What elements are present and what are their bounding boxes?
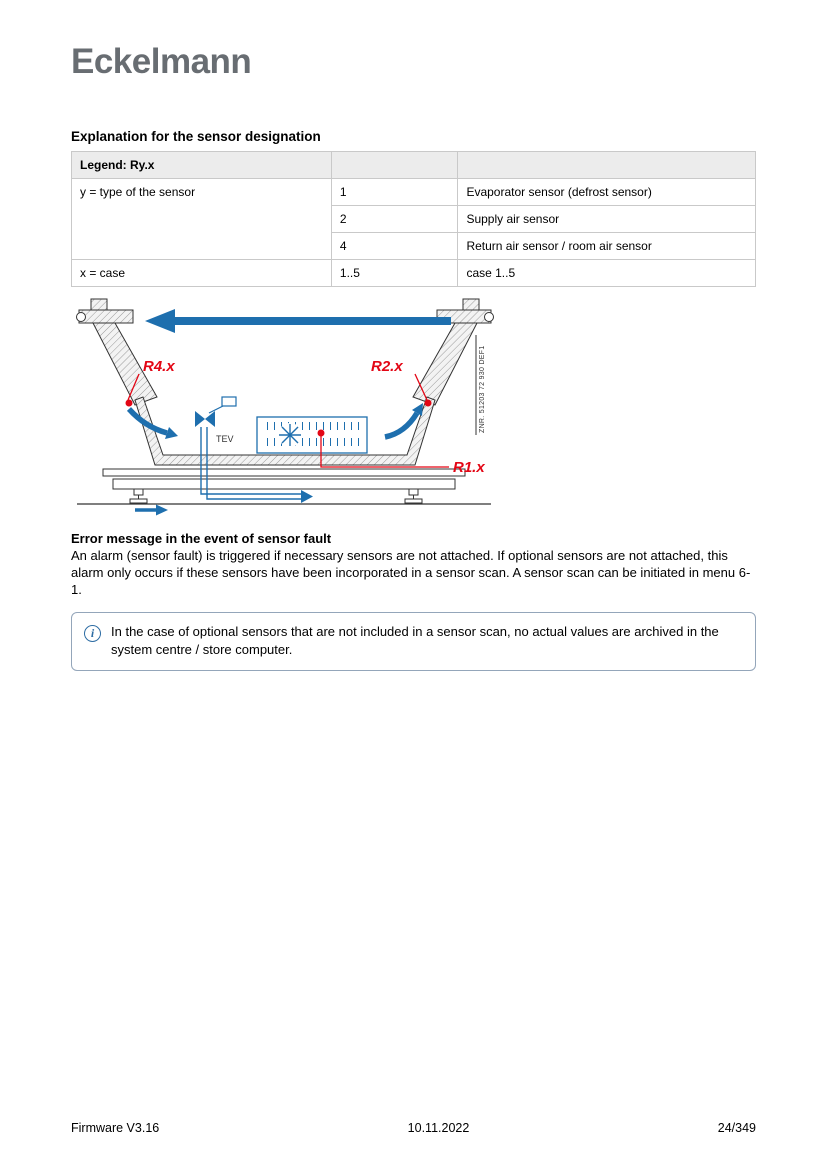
- footer-firmware-version: Firmware V3.16: [71, 1121, 160, 1135]
- info-icon: i: [84, 625, 101, 642]
- table-header-row: [72, 152, 756, 179]
- error-message-heading: Error message in the event of sensor fault: [71, 531, 332, 546]
- sensor-label-r1: R1.x: [453, 459, 485, 476]
- cell-code-2: 2: [331, 206, 458, 233]
- sensor-designation-title: Explanation for the sensor designation: [71, 129, 321, 144]
- footer-page-number: 24/349: [717, 1121, 756, 1135]
- table-row-evaporator-sensor: [72, 179, 756, 206]
- table-header-legend: Legend: Ry.x: [72, 152, 332, 179]
- sensor-label-r2: R2.x: [371, 358, 403, 375]
- cell-case-range: 1..5: [331, 260, 458, 287]
- airflow-arrow-bottom: [135, 505, 168, 516]
- valve-label: TEV: [216, 434, 234, 444]
- case-wall-right: [413, 323, 477, 405]
- cell-desc-2: Supply air sensor: [458, 206, 756, 233]
- refrigerated-case-drawing: [75, 297, 495, 525]
- cell-code-4: 4: [331, 233, 458, 260]
- cell-desc-1: Evaporator sensor (defrost sensor): [458, 179, 756, 206]
- adjustable-foot-left: [130, 489, 147, 503]
- snowflake-icon: [279, 424, 301, 446]
- table-header-empty-2: [458, 152, 756, 179]
- case-base-frame: [103, 469, 465, 489]
- table-header-empty-1: [331, 152, 458, 179]
- cell-sensor-type-label: y = type of the sensor: [72, 179, 332, 260]
- cell-code-1: 1: [331, 179, 458, 206]
- cell-desc-4: Return air sensor / room air sensor: [458, 233, 756, 260]
- footer-date: 10.11.2022: [407, 1121, 470, 1135]
- page-footer: [71, 1121, 756, 1135]
- cell-case-desc: case 1..5: [458, 260, 756, 287]
- evaporator: [257, 417, 367, 453]
- drawing-number: ZNR. 51203 72 930 DEF1: [479, 345, 486, 433]
- company-logo: Eckelmann: [71, 42, 252, 81]
- adjustable-foot-right: [405, 489, 422, 503]
- error-message-paragraph: An alarm (sensor fault) is triggered if necessary sensors are not attached. If optional sensors are not attached, this alarm only occurs if these sensors have been incorporated in a sensor scan. A sensor scan can be initiated in menu 6-1.: [71, 548, 751, 597]
- info-note-text: In the case of optional sensors that are not included in a sensor scan, no actual values are archived in the system centre / store computer.: [111, 624, 719, 657]
- cell-case-label: x = case: [72, 260, 332, 287]
- sensor-legend-table: [71, 151, 756, 287]
- info-note-box: [71, 612, 756, 671]
- airflow-arrow-top: [145, 309, 451, 333]
- sensor-label-r4: R4.x: [143, 358, 175, 375]
- case-cross-section-diagram: [75, 297, 495, 525]
- table-row-case: [72, 260, 756, 287]
